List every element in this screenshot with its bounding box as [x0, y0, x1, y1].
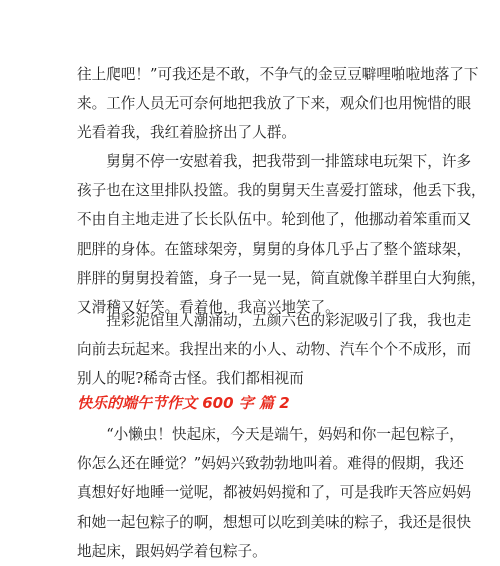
- text-line: 又滑稽又好笑。看着他，我高兴地笑了。: [77, 298, 340, 316]
- text-line: 不由自主地走进了长长队伍中。轮到他了，他挪动着笨重而又: [77, 211, 472, 229]
- text-line: 肥胖的身体。在篮球架旁，舅舅的身体几乎占了整个篮球架，: [77, 240, 472, 258]
- section-heading: 快乐的端午节作文 600 字 篇 2: [77, 394, 290, 412]
- text-line: 捏彩泥馆里人潮涌动，五颜六色的彩泥吸引了我，我也走: [77, 312, 472, 329]
- text-line: 舅舅不停一安慰着我，把我带到一排篮球电玩架下，许多: [77, 153, 472, 170]
- text-line: 地起床，跟妈妈学着包粽子。: [77, 542, 267, 560]
- text-line: 你怎么还在睡觉？”妈妈兴致勃勃地叫着。难得的假期，我还: [77, 455, 464, 473]
- paragraph-3: [77, 306, 472, 394]
- text-line: 真想好好地睡一觉呢，都被妈妈搅和了，可是我昨天答应妈妈: [77, 484, 472, 502]
- text-line: 胖胖的舅舅投着篮，身子一晃一晃，简直就像羊群里白大狗熊，: [77, 269, 486, 287]
- paragraph-2: [77, 147, 486, 322]
- text-line: 来。工作人员无可奈何地把我放了下来，观众们也用惋惜的眼: [77, 95, 472, 113]
- text-line: 孩子也在这里排队投篮。我的舅舅天生喜爱打篮球，他丢下我，: [77, 182, 486, 200]
- text-line: “小懒虫！快起床，今天是端午，妈妈和你一起包粽子，: [77, 426, 464, 443]
- section-2-paragraph: [77, 420, 472, 566]
- text-line: 往上爬吧！”可我还是不敢，不争气的金豆豆噼哩啪啦地落了下: [77, 66, 479, 83]
- paragraph-1: [77, 60, 479, 148]
- text-line: 光看着我，我红着脸挤出了人群。: [77, 124, 296, 142]
- text-line: 和她一起包粽子的啊，想想可以吃到美味的粽子，我还是很快: [77, 513, 472, 531]
- text-line: 别人的呢?稀奇古怪。我们都相视而: [77, 370, 304, 388]
- text-line: 向前去玩起来。我捏出来的小人、动物、汽车个个不成形，而: [77, 341, 472, 359]
